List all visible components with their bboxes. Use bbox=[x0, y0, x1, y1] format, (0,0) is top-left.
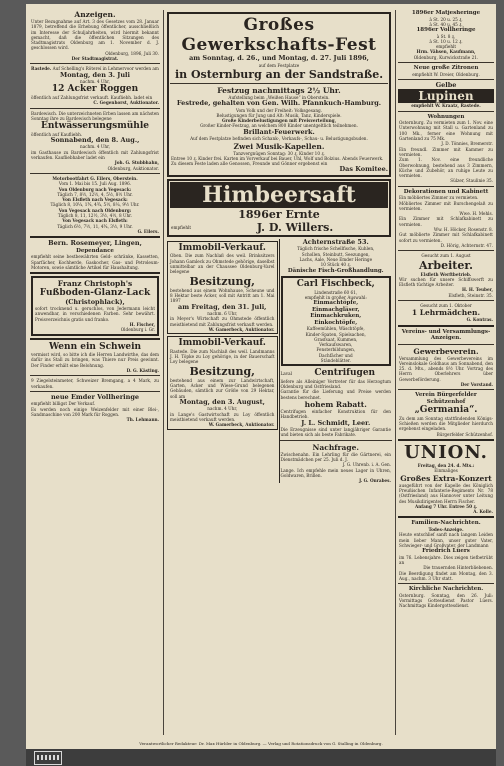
achtern-line: Schollen, Steinbutt, Seezungen, bbox=[301, 251, 370, 257]
immobil1-big: Besitzung, bbox=[189, 274, 255, 288]
himbeer-name: J. D. Willers. bbox=[256, 220, 334, 234]
rastede-text2: öffentlich auf Zahlungsfrist verkauft. Kaufliebh. ladet ein bbox=[31, 94, 153, 100]
centrifugen-text: liefere als Alleiniger Vertreter für das Herzogtum Oldenburg und Ostfriesland. bbox=[280, 378, 391, 390]
achtern-ad bbox=[280, 239, 393, 274]
mill-text2: öffentlich auf Kaufliebh. bbox=[31, 131, 83, 137]
lupinen-sign: empfiehlt W. Kraatz, Rastede. bbox=[411, 103, 481, 109]
achtern-line: Täglich frische Schellfische, Kuhlen, bbox=[297, 246, 375, 252]
lehrmaedchen-sign: G. Kontras. bbox=[466, 317, 493, 323]
rastede-day: Montag, den 3. Juli bbox=[60, 70, 130, 79]
gewerkschaft-text: Entree 10 ₰. Kinder frei. Karten im Vorverkauf bei Bauer, Uhl, Wolf und Bolzius. Abends Feuerwerk. bbox=[171, 155, 384, 161]
union-ad bbox=[398, 443, 494, 514]
library-logo-icon bbox=[34, 751, 62, 765]
fischbeck-item: Einkochtöpfe, bbox=[314, 319, 358, 326]
steamer-title: Motorbootfahrt G. Eilers, Oberstein. bbox=[52, 175, 138, 181]
rastede-time: nachm. 4 Uhr, bbox=[80, 79, 110, 85]
centrifugen-ad bbox=[280, 368, 393, 437]
achtern-line: Lachs, Aale, Neue Emder Heringe bbox=[299, 257, 373, 263]
heringe-price: à St. 8 ₰, bbox=[436, 33, 456, 39]
mill-day: Sonnabend, den 8. Aug., bbox=[50, 135, 140, 144]
fischbeck-address: Lindenstraße 60 61, bbox=[314, 289, 358, 295]
fischbeck-item: Kaffeemühlen, Wäschtöpfe, bbox=[306, 326, 365, 332]
immobil1-sign: W. Gamerbeck, Auktionator. bbox=[208, 326, 275, 332]
gewerkschaft-fireworks: Brillant-Feuerwerk. bbox=[243, 127, 315, 136]
familie-text3: Die Beerdigung findet am Montag, den 3. Aug., nachm. 3 Uhr statt. bbox=[399, 570, 493, 581]
rosemeyer-title: Bern. Rosemeyer, Lingen, bbox=[48, 239, 142, 248]
familie-sign: Die trauernden Hinterbliebenen. bbox=[423, 565, 493, 571]
gewerbeverein-headline: Gewerbeverein. bbox=[413, 346, 479, 356]
anzeigen-ad bbox=[30, 10, 160, 61]
lehrmaedchen-ad bbox=[398, 303, 494, 323]
arbeiter-ad bbox=[398, 253, 494, 298]
rastede-ad bbox=[30, 66, 160, 105]
gewerkschaft-text: Vom Volk und der Freiheit: Volksgesang. bbox=[235, 107, 323, 113]
gewerkschaft-ad bbox=[167, 12, 391, 177]
steamer-subtitle: Vom 1. Mai bis 15. Juli Aug. 1896. bbox=[58, 181, 132, 187]
wohnungen-sign: J. D. Tönnies, Bremerstr. bbox=[441, 141, 493, 147]
fischbeck-item: Ständeblätter. bbox=[320, 358, 351, 364]
himbeer-prefix: empfiehlt bbox=[171, 224, 192, 230]
kabinett-title: Dekorationen und Kabinett bbox=[403, 188, 489, 195]
imprint-line: Verantwortlicher Redakteur: Dr. Max Hürbler in Oldenburg. — Verlag und Rotationsdruck von G. Stalling in Oldenburg. bbox=[139, 741, 383, 746]
immobil1-headline: Immobil-Verkauf. bbox=[178, 242, 266, 253]
steamer-ad bbox=[30, 176, 160, 234]
anzeigen-sign: Der Stadtmagistrat. bbox=[71, 56, 119, 62]
schwein-ad bbox=[30, 342, 160, 374]
gewerkschaft-text: Zu diesem Feste laden alle Genossen, Freunde und Gönner ergebenst ein bbox=[171, 161, 328, 167]
germania-ad bbox=[398, 392, 494, 437]
rosemeyer-text: empfiehlt seine bestbewährten Geld- schränke, Kassetten, Sparfächer, Kochherde, Gaskocher, Gas- und Petroleum-Motoren, sowie sämtliche Artikel für Haushaltung. bbox=[31, 254, 159, 270]
gewerkschaft-festrede: Festrede, gehalten von Gen. Wilh. Pfannkuch-Hamburg. bbox=[176, 99, 382, 108]
wohnungen-sign2: Sülzer, Staulinie 35. bbox=[450, 178, 493, 184]
centrifugen-prefix: Laval bbox=[280, 370, 292, 376]
mill-text: Bardewisch. Die unterzeichneten Erben lassen am nächsten Sonntag ihre zu Bardewisch belegene bbox=[31, 110, 159, 121]
steamer-times: Täglich 7, 8½, 12½, 4, 5½, 8½ Uhr. bbox=[57, 191, 133, 197]
gewerkschaft-text: Große Kinderbelustigungen mit Preisverteilung, bbox=[221, 118, 337, 124]
rastede-text: Auf Schelling's Rötereí in Lehmervoor werden am bbox=[52, 66, 159, 72]
wohnungen-text3: Zum 1. Nov. eine freundliche Oberwohnung, bestehend aus 3 Zimmern, Küche und Zubehör, an ruhige Leute zu vermieten. bbox=[399, 157, 493, 179]
fischbeck-item: Einmachkruken, bbox=[310, 313, 362, 320]
verein-section-title: Vereins- und Versammlungs-Anzeigen. bbox=[401, 328, 491, 342]
immobil2-text2: bestehend aus einem zur Landwirtschaft, Garten, Acker und Wiese-Grund belegenen Gebäuden, sämtlich zur Größe von 29 Hektar, soll am bbox=[170, 377, 275, 399]
christoph-place: Oldenburg i. Gr. bbox=[120, 327, 155, 333]
fischbeck-item: Kinder-Spaten, Spielsachen, bbox=[305, 331, 366, 337]
rastede-sign: C. Gegenhorst, Auktionator. bbox=[93, 100, 159, 106]
gewerkschaft-place: in Osternburg an der Sandstraße. bbox=[174, 67, 384, 81]
arbeiter-text: Wir suchen für unsere Schiffswerft zu Elsfleth tüchtige Arbeiter. bbox=[399, 276, 493, 288]
centrifugen-rabatt: hohem Rabatt. bbox=[304, 400, 367, 410]
heringe-price: à St. 10 u. 12 ₰. bbox=[429, 38, 463, 44]
lupinen-headline: Lupinen bbox=[398, 89, 494, 103]
centrifugen-text3: Centrifugen einfacher Konstruktion für den Handbetrieb. bbox=[280, 409, 391, 420]
christoph-headline: Fußboden-Glanz-Lack bbox=[39, 288, 151, 299]
left-column bbox=[30, 10, 160, 735]
fischbeck-item: Dachfächer und bbox=[318, 352, 353, 358]
fischbeck-item: Grasfsaat, Kummen, bbox=[314, 336, 358, 342]
nachfrage-text2: Lange. Ich empfehle mein neues Lager in Uhren, Goldwaren, Brillen. bbox=[280, 467, 391, 478]
immobil1-ad bbox=[167, 241, 278, 334]
familie-title: Familien-Nachrichten. bbox=[411, 520, 481, 527]
familie-sub: Todes-Anzeige. bbox=[428, 526, 464, 532]
mill-place: Oldenburg, Auktionator. bbox=[107, 165, 159, 171]
immobil2-ad bbox=[167, 336, 278, 429]
achtern-title: Achternstraße 53. bbox=[302, 237, 369, 246]
fischbeck-item: Einmachtöpfe, bbox=[313, 300, 359, 307]
schwein-sign: D. G. Kästing. bbox=[126, 367, 159, 373]
nachfrage-sign2: J. G. Onrabes. bbox=[359, 478, 391, 484]
mill-time: nachm. 4 Uhr, bbox=[80, 144, 110, 150]
achtern-line: 10 Stück 40 ₰. bbox=[320, 262, 351, 268]
union-title: Großes Extra-Konzert bbox=[400, 473, 492, 483]
union-sign2: A. Kolle. bbox=[473, 509, 493, 515]
arbeiter-headline: Arbeiter. bbox=[419, 258, 473, 272]
immobil1-text3: in Meyer's Wirtschaft zu Ohmstede öffentlich meistbietend mit Zahlungsfrist verkauft werden. bbox=[170, 316, 275, 327]
fischbeck-headline: Carl Fischbeck, bbox=[296, 279, 375, 290]
gewerbeverein-text: Versammlung des Gewerbevereins im Vereinslokale Goldhaus am Sonnabend, den 25. d. Mts., abends 8½ Uhr. Vortrag des Herrn Oberlehrers über Gewerbeförderung. bbox=[399, 355, 493, 382]
emder-title: neue Emder Vollheringe bbox=[50, 392, 140, 401]
himbeer-subtitle: 1896er Ernte bbox=[238, 207, 320, 221]
familie-ad bbox=[398, 520, 494, 581]
kirchen-text: Osternburg. Sonntag, den 26. Juli: Vormittags Gottesdienst Pastor Lüers. Nachmittags Kindergottesdienst. bbox=[399, 592, 493, 609]
christoph-text: sofort trocknend u. geruchlos, von Jedermann leicht anwendbar, in verschiedenen Farben. Sehr bewährt. Preisverzeichnis gratis und franko. bbox=[35, 306, 155, 322]
ziegel-ad: 9 Ziegelsteinmeter, Schweizer Bremgang, a 4 Mark, zu verkaufen. bbox=[31, 378, 159, 389]
union-text: ausgeführt von der Kapelle des Königlich Preußischen Infanterie-Regiments Nr. 78 (Ostfriesland) aus Hannover unter Leitung des Musikdirigenten Herrn Fischer. bbox=[399, 482, 493, 504]
lupinen-pre: Gelbe bbox=[435, 80, 457, 89]
rosemeyer-subtitle: Dependance bbox=[76, 247, 114, 254]
steamer-route: Von Vegesack nach Elsfleth: bbox=[62, 218, 128, 224]
steamer-times: Täglich 8, 11, 12½, 3½, 4½, 8 Uhr. bbox=[57, 213, 133, 219]
mill-ad bbox=[30, 111, 160, 171]
nachfrage-text: Zwischenahn. Ein Lehrling für die Gärtnerei, ein Dienstmädchen per 25. Juli d. J. bbox=[280, 451, 391, 462]
immobil1-text: Oben. Die zum Nachlaß des weil. Brinksitzers Johann Gamleck zu Ohmstede gehörige, daselbst unmittelbar an der Chaussee Oldenburg-Varel belegene bbox=[170, 253, 275, 275]
gewerkschaft-text: Tanzvergnügen Sonntag: 30 ₰, Kinder 10 ₰. bbox=[233, 150, 325, 156]
kabinett-text2: Möbliertes Zimmer mit Burschengelaß zu vermieten. bbox=[399, 200, 493, 211]
union-sign: Anfang 7 Uhr. Entree 50 ₰. bbox=[414, 503, 478, 509]
kabinett-sign: Wwe. H. Mehls. bbox=[459, 211, 493, 217]
immobil2-big: Besitzung, bbox=[189, 364, 255, 378]
zimmer-sign: D. Hörig, Achternstr. 47. bbox=[440, 242, 493, 248]
steamer-route: Von Elsfleth nach Vegesack: bbox=[62, 197, 128, 203]
right-column bbox=[398, 10, 494, 735]
gewerkschaft-sign: Das Komitee. bbox=[339, 165, 388, 174]
anzeigen-text: Unter Bezugnahme auf Art. 3 des Gesetzes vom 28. Januar 1879, betreffend die Erhebung öffentlicher, ausschließlich im Interesse der Schuljahrheiten, wird hiermit bekannt gemacht, daß die öffentlichen Sitzungen des Stadtmagistrats Oldenburg am 1. November d. J. geschlossen wird. bbox=[31, 19, 159, 51]
christoph-sign: H. Fischer, bbox=[129, 321, 155, 327]
zitronen-title: Neue große Zitronen bbox=[413, 65, 479, 72]
himbeer-headline: Himbeersaft bbox=[170, 182, 388, 208]
immobil2-sign: W. Gamerbeck, Auktionator. bbox=[208, 422, 275, 428]
gewerkschaft-festzug: Festzug nachmittags 2½ Uhr. bbox=[217, 85, 341, 95]
gewerkschaft-band: Zwei Musik-Kapellen. bbox=[233, 141, 325, 151]
steamer-times: Täglich 6½, 7½, 11, 4¾, 3½, 9 Uhr. bbox=[57, 223, 133, 229]
union-sub: Einmaliges bbox=[434, 468, 458, 474]
gewerkschaft-text: Belustigungen für Jung und Alt: Musik, Tanz, Kinderspiele. bbox=[216, 112, 342, 118]
lupinen-ad bbox=[398, 82, 494, 109]
himbeer-ad bbox=[167, 179, 391, 237]
emder-sign: Th. Lehmann. bbox=[126, 417, 159, 423]
centrifugen-text4: Die Erzeugnisse sind unter langjähriger Garantie und bieten sich als beste Fabrikate. bbox=[280, 427, 391, 438]
lehrmaedchen-pre: Gesucht zum 1. Oktober bbox=[420, 302, 472, 308]
immobil1-day: am Freitag, den 31. Juli, bbox=[178, 302, 267, 311]
christoph-title: Franz Christoph's bbox=[57, 279, 133, 289]
kabinett-text3: Ein Zimmer mit Schlafkabinett zu vermieten. bbox=[399, 216, 493, 227]
centrifugen-headline: Centrifugen bbox=[314, 368, 376, 379]
familie-text: Heute entschlief sanft nach langem Leiden mein lieber Mann, unser guter Vater, Schwieger- und Großvater, der Landmann bbox=[399, 532, 493, 548]
kabinett-text: Ein möbliertes Zimmer zu vermieten. bbox=[399, 195, 479, 201]
heringe-address: Oldenburg, Kurwickstraße 21. bbox=[413, 54, 479, 60]
immobil1-time: nachm. 6 Uhr, bbox=[207, 311, 238, 317]
arbeiter-sub: Elsfleth Werftbetrieb. bbox=[420, 271, 472, 277]
nachfrage-ad bbox=[280, 443, 393, 484]
zimmer-text: Gut möblierte Zimmer mit Schlafkabinett sofort zu vermieten. bbox=[399, 232, 493, 243]
schwein-text: vermisst wird, so bitte ich die Herren Landwirthe, das dem dafür ins Stall zu bringen, was Thiere nur Preis gewinnt. Der Finder erhält eine Belohnung. bbox=[31, 352, 159, 368]
steamer-times: Täglich 8, 10¼, 1¾, 4¾, 5½, 8¼, 9½ Uhr. bbox=[50, 202, 140, 208]
lehrmaedchen-headline: 1 Lehrmädchen. bbox=[411, 308, 481, 318]
immobil2-headline: Immobil-Verkauf. bbox=[178, 338, 266, 349]
emder-text: empfiehlt billigst Der Verkauf. bbox=[31, 401, 96, 407]
nachfrage-sign: J. G. Uhrenb. i. A. Gen. bbox=[342, 462, 391, 468]
heringe-title2: 1896er Vollheringe bbox=[416, 27, 476, 34]
union-headline: UNION. bbox=[404, 442, 488, 464]
centrifugen-text2: Garantie für die Lieferung und Preise werden bestens berechnet. bbox=[280, 389, 391, 400]
column-divider bbox=[163, 10, 164, 735]
gewerbeverein-ad bbox=[398, 347, 494, 388]
mill-headline: Entwässerungsmühle bbox=[41, 121, 149, 132]
heringe-text: empfiehlt bbox=[435, 44, 457, 50]
fischbeck-text: empfiehlt in großer Auswahl: bbox=[304, 294, 367, 300]
familie-text2: im 76. Lebensjahre. Dies zeigen tiefbetrübt an bbox=[399, 554, 493, 565]
centrifugen-sign: J. L. Schmidt, Leer. bbox=[301, 418, 371, 427]
steamer-sign: G. Eilers. bbox=[137, 228, 159, 234]
middle-column bbox=[166, 10, 392, 735]
emder-text2: Es werden noch einige Weizenfelder mit einer Blei-, Sandmaschine von 200 Mark für Roggen. bbox=[31, 406, 159, 417]
column-divider bbox=[395, 10, 396, 735]
kirchen-ad bbox=[398, 586, 494, 608]
newspaper-page bbox=[26, 4, 496, 749]
schwein-headline: Wenn ein Schwein bbox=[48, 341, 142, 352]
heringe-sign: Hrm. Vähsen, Kaufmann, bbox=[416, 49, 476, 55]
wohnungen-ad bbox=[398, 114, 494, 184]
zitronen-ad bbox=[398, 65, 494, 77]
achtern-sign: Dänische Fisch-Großhandlung. bbox=[287, 267, 384, 274]
immobil2-text3: in Lange's Gastwirtschaft zu Loy öffentlich meistbietend verkauft werden. bbox=[170, 411, 275, 422]
nachfrage-title: Nachfrage. bbox=[312, 442, 359, 452]
gewerkschaft-text: Großer Kinder-Festzug, an welchem 800 Kinder unentgeltlich teilnehmen. bbox=[200, 123, 358, 129]
gewerkschaft-date: am Sonntag, d. 26., und Montag, d. 27. Juli 1896, bbox=[189, 54, 369, 62]
mill-text3: im Gasthause zu Bardewisch öffentlich mit Zahlungsfrist verkaufen. Kaufliebhaber ladet ein bbox=[31, 149, 159, 161]
heringe-price: à St. 40 u. 45 ₰. bbox=[429, 21, 463, 27]
immobil2-text: Rastede. Die zum Nachlaß des weil. Landmanns J. H. Töpke zu Loy gehörige, in der Bauerschaft Loy belegene bbox=[170, 348, 275, 365]
heringe-ad bbox=[398, 10, 494, 60]
kabinett-sign2: Ww. H. Höcker, Rosenstr. 8. bbox=[433, 227, 493, 233]
arbeiter-place: Elsfleth, Steinstr. 35. bbox=[448, 292, 493, 298]
scan-bottom-strip bbox=[26, 749, 496, 766]
immobil2-time: nachm. 4 Uhr, bbox=[207, 406, 238, 412]
germania-sign: Bürgerfelder Schützenhof. bbox=[436, 431, 493, 437]
middle-right-subcolumn bbox=[280, 239, 393, 484]
christoph-subtitle: (Christophlack), bbox=[65, 297, 125, 306]
zitronen-text: empfiehlt W. Dreier, Oldenburg. bbox=[412, 71, 480, 77]
fischbeck-item: Verkaufswaren, bbox=[319, 342, 353, 348]
mill-sign: Joh. G. Stubbhahn, bbox=[114, 160, 159, 166]
steamer-route: Von Oldenburg nach Vegesack: bbox=[58, 186, 132, 192]
christoph-ad bbox=[31, 276, 159, 335]
gewerbeverein-sign: Der Vorstand. bbox=[460, 382, 493, 388]
germania-pre: Verein Bürgerfelder Schützenhof bbox=[415, 392, 477, 405]
familie-name: Friedrich Lüers bbox=[422, 548, 470, 555]
anzeigen-title: Anzeigen. bbox=[74, 10, 116, 19]
fischbeck-ad bbox=[281, 276, 392, 366]
rastede-headline: 12 Acker Roggen bbox=[51, 84, 139, 95]
wohnungen-text2: Ein freundl. Zimmer mit Kammer zu vermieten. bbox=[399, 146, 493, 157]
kabinett-ad bbox=[398, 189, 494, 248]
arbeiter-sign: H. H. Teuber, bbox=[461, 287, 493, 293]
immobil1-text2: bestehend aus einem Wohnhause, Scheune und 8 Hektar beste Äcker, soll mit Antritt am 1. Mai 1897 bbox=[170, 287, 275, 304]
kirchen-title: Kirchliche Nachrichten. bbox=[408, 586, 484, 593]
immobil2-day: Montag, den 3. August, bbox=[179, 397, 265, 406]
gewerkschaft-sub: auf dem Festplatze bbox=[258, 62, 300, 68]
steamer-route: Von Vegesack nach Oldenburg: bbox=[58, 207, 132, 213]
anzeigen-date: Oldenburg, 1896, Juli 30. bbox=[105, 50, 159, 56]
wohnungen-title: Wohnungen bbox=[427, 113, 465, 120]
gewerkschaft-text: Aufstellung beim „Weißen Hause“ in Oberstein. bbox=[228, 94, 330, 100]
middle-left-subcolumn bbox=[166, 239, 279, 484]
gewerkschaft-headline: Großes Gewerkschafts-Fest bbox=[181, 15, 377, 55]
heringe-price: à St. 20 u. 25 ₰, bbox=[429, 16, 463, 22]
emder-ad bbox=[30, 394, 160, 423]
germania-text: Zu dem am Sonntag stattfindenden Königs-Schießen werden die Mitglieder hierdurch ergebenst eingeladen. bbox=[399, 415, 493, 432]
rosemeyer-ad bbox=[30, 240, 160, 270]
wohnungen-text: Osternburg. Zu vermieten zum 1. Nov. eine Unterwohnung mit Stall u. Gartenland zu 100 Mk., ferner eine Wohnung mit Gartenland zu 75 Mk. bbox=[399, 120, 493, 142]
fischbeck-item: Einmachgläser, bbox=[311, 306, 360, 313]
fischbeck-item: Fensterbildungen, bbox=[316, 347, 356, 353]
heringe-title: 1896er Matjesheringe bbox=[411, 10, 481, 16]
rastede-title: Rastede. bbox=[31, 66, 52, 72]
union-date: Freitag, den 24. d. Mts.: bbox=[417, 463, 475, 469]
gewerkschaft-text: Auf dem Festplatze befinden sich Schank-, Verkaufs-, Schau- u. Belustigungsbuden. bbox=[190, 136, 368, 142]
arbeiter-pre: Gesucht zum 1. August bbox=[421, 253, 471, 259]
germania-headline: „Germania“. bbox=[414, 405, 478, 416]
